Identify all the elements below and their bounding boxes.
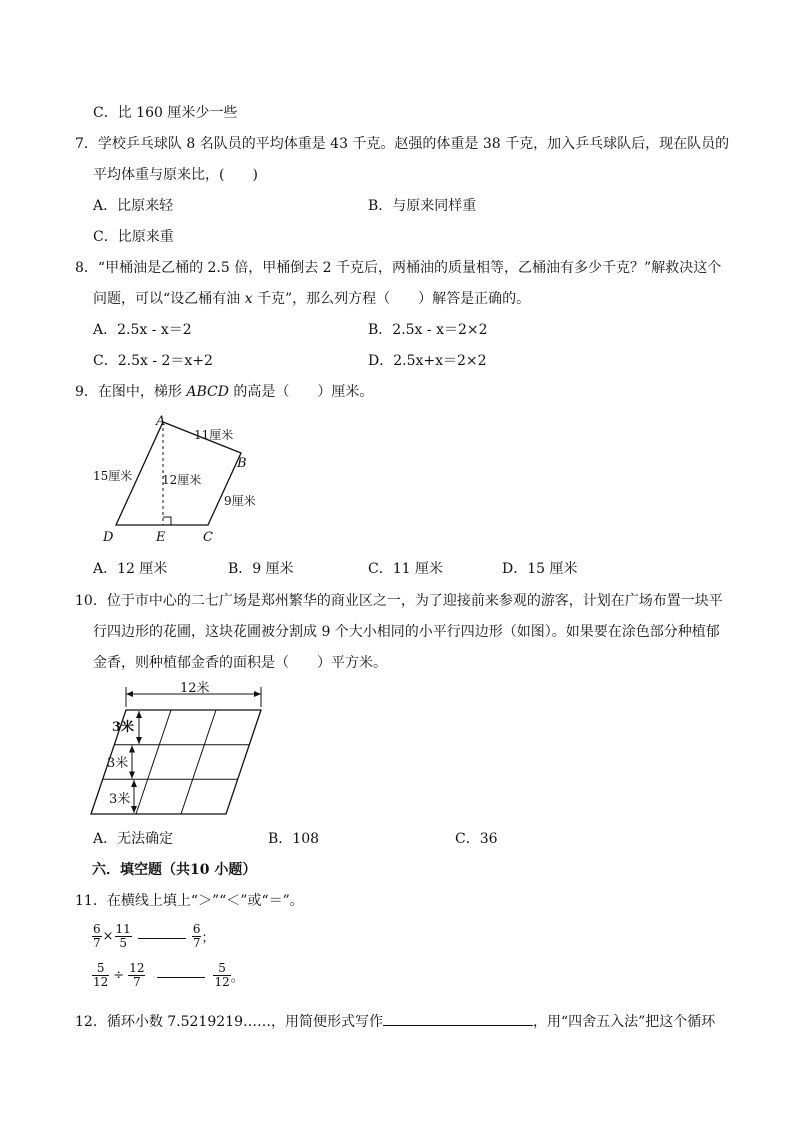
q8-option-c: C．2.5x - 2＝x+2 <box>93 353 213 369</box>
q11-expression-2: $\frac{5}{12}$ ÷ $\frac{12}{7}$ $\frac{5}{12}$ 。 <box>93 960 244 989</box>
q10-option-b: B．108 <box>268 831 320 847</box>
fraction: $\frac{5}{12}$ <box>214 960 230 989</box>
q8-option-a: A．2.5x - x＝2 <box>93 322 192 338</box>
q8-option-d: D．2.5x+x＝2×2 <box>368 353 487 369</box>
vertex-c-label: C <box>203 530 213 545</box>
q9-stem: 9．在图中，梯形 ABCD 的高是（ ）厘米。 <box>75 384 374 400</box>
q8-stem-line2: 问题，可以“设乙桶有油 x 千克”，那么列方程（ ）解答是正确的。 <box>93 291 531 307</box>
row1-height-label: 3米 <box>112 720 135 735</box>
height-ae-label: 12厘米 <box>162 473 202 487</box>
q8-option-b: B．2.5x - x＝2×2 <box>368 322 488 338</box>
width-label: 12米 <box>180 681 210 696</box>
q6-option-c: C．比 160 厘米少一些 <box>93 105 238 121</box>
q10-stem-line1: 10．位于市中心的二七广场是郑州繁华的商业区之一，为了迎接前来参观的游客，计划在广场布置一块平 <box>75 593 723 609</box>
q7-option-a: A．比原来轻 <box>93 198 174 214</box>
vertex-d-label: D <box>103 530 114 545</box>
q8-stem-line1: 8．“甲桶油是乙桶的 2.5 倍，甲桶倒去 2 千克后，两桶油的质量相等，乙桶油有多少千克？”解救决这个 <box>75 260 722 276</box>
side-ad-label: 15厘米 <box>93 469 133 483</box>
q7-option-c: C．比原来重 <box>93 229 174 245</box>
q9-option-d: D．15 厘米 <box>502 561 578 577</box>
vertex-b-label: B <box>237 456 247 471</box>
q11-stem: 11．在横线上填上“＞”“＜”或“＝”。 <box>75 893 304 909</box>
q10-stem-line3: 金香，则种植郁金香的面积是（ ）平方米。 <box>93 655 387 671</box>
q10-stem-line2: 行四边形的花圃，这块花圃被分割成 9 个大小相同的小平行四边形（如图）。如果要在涂色部分种植郁 <box>93 624 720 640</box>
section-6-heading: 六．填空题（共10 小题） <box>92 862 257 878</box>
q7-option-b: B．与原来同样重 <box>368 198 477 214</box>
answer-blank[interactable] <box>157 977 205 978</box>
side-bc-label: 9厘米 <box>224 494 256 508</box>
trapezoid-figure <box>85 410 275 550</box>
vertex-e-label: E <box>156 530 166 545</box>
fraction: $\frac{6}{7}$ <box>93 921 101 950</box>
answer-blank[interactable] <box>383 1010 533 1026</box>
q9-option-a: A．12 厘米 <box>93 561 168 577</box>
vertex-a-label: A <box>156 414 166 429</box>
q11-expression-1: $\frac{6}{7}$ × $\frac{11}{5}$ $\frac{6}{7}$ ； <box>93 921 215 950</box>
q9-option-c: C．11 厘米 <box>368 561 443 577</box>
q7-stem-line1: 7．学校乒乓球队 8 名队员的平均体重是 43 千克。赵强的体重是 38 千克，加入乒乓球队后，现在队员的 <box>75 136 730 152</box>
row2-height-label: 3米 <box>107 756 129 771</box>
q7-stem-line2: 平均体重与原来比，( ) <box>93 167 258 183</box>
fraction: $\frac{11}{5}$ <box>115 921 131 950</box>
fraction: $\frac{5}{12}$ <box>93 960 109 989</box>
parallelogram-grid-figure <box>85 677 275 822</box>
q10-option-a: A．无法确定 <box>93 831 174 847</box>
row3-height-label: 3米 <box>109 792 131 807</box>
answer-blank[interactable] <box>138 938 186 939</box>
q10-option-c: C．36 <box>455 831 498 847</box>
q12-stem: 12．循环小数 7.5219219……，用简便形式写作 ，用“四舍五入法”把这个循环 <box>75 1010 715 1031</box>
q9-option-b: B．9 厘米 <box>228 561 294 577</box>
fraction: $\frac{12}{7}$ <box>129 960 145 989</box>
fraction: $\frac{6}{7}$ <box>192 921 201 950</box>
side-ab-label: 11厘米 <box>194 428 234 442</box>
